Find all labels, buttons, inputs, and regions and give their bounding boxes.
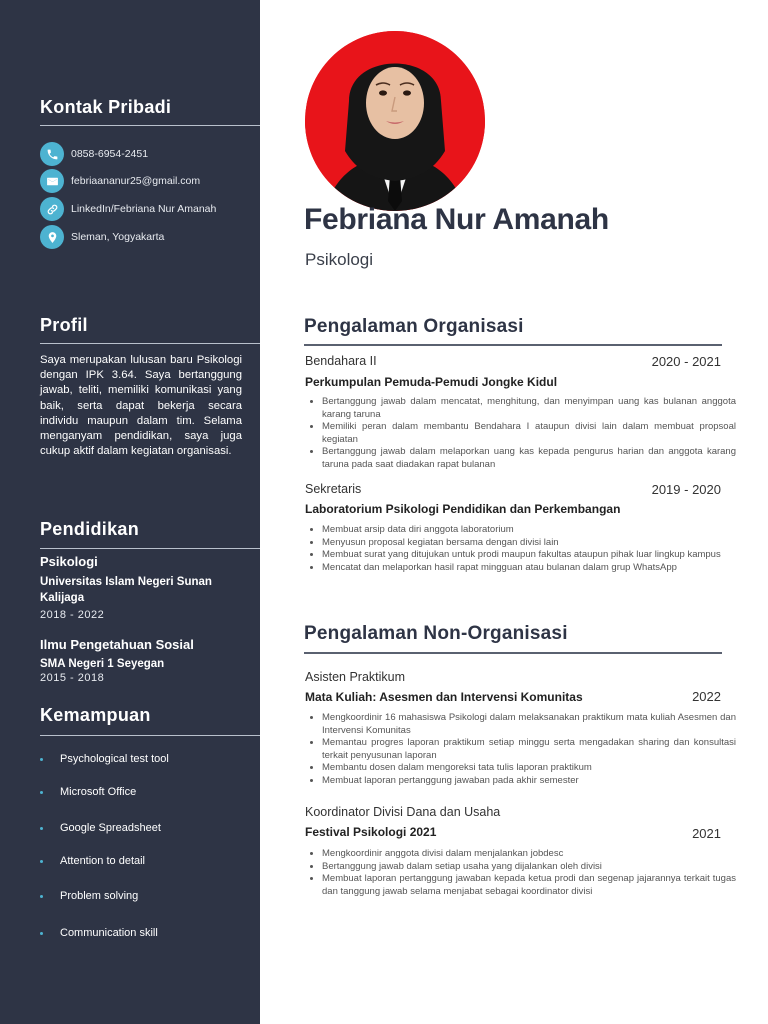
experience-period: 2020 - 2021 <box>651 354 721 369</box>
contact-phone <box>40 142 221 166</box>
bullet-item: • Mengkoordinir 16 mahasiswa Psikologi dalam melaksanakan praktikum mata kuliah Asesmen dan Intervensi Komunitas <box>322 712 736 737</box>
link-icon <box>40 197 64 221</box>
bullet-dot-icon <box>40 932 43 935</box>
skill-item <box>40 927 158 939</box>
bullet-dot-icon <box>40 895 43 898</box>
education-major: Psikologi <box>40 554 98 569</box>
experience-role: Asisten Praktikum <box>305 670 406 684</box>
education-heading: Pendidikan <box>40 519 140 539</box>
phone-text: 0858-6954-2451 <box>71 147 149 160</box>
experience-role: Koordinator Divisi Dana dan Usaha <box>305 805 501 819</box>
contact-divider <box>40 125 260 126</box>
education-school: SMA Negeri 1 Seyegan <box>40 658 165 670</box>
contact-heading: Kontak Pribadi <box>40 97 172 117</box>
skill-item <box>40 855 145 867</box>
skills-heading: Kemampuan <box>40 705 151 725</box>
bullet-dot-icon <box>40 791 43 794</box>
bullet-dot-icon <box>40 758 43 761</box>
skill-item <box>40 753 169 765</box>
bullet-dot-icon <box>40 827 43 830</box>
org-experience-heading: Pengalaman Organisasi <box>304 316 524 337</box>
location-pin-icon <box>40 225 64 249</box>
bullet-item: • Bertanggung jawab dalam setiap usaha yang dijalankan oleh divisi <box>322 861 736 874</box>
skill-label: Attention to detail <box>60 855 146 867</box>
contact-email <box>40 169 221 193</box>
skill-label: Microsoft Office <box>60 786 137 798</box>
profile-divider <box>40 343 260 344</box>
location-text: Sleman, Yogyakarta <box>71 230 165 243</box>
org-experience-divider <box>304 344 722 346</box>
bullet-item: • Mencatat dan melaporkan hasil rapat mingguan atau bulanan dalam grup WhatsApp <box>322 562 736 575</box>
bullet-item: • Membuat arsip data diri anggota laboratorium <box>322 524 736 537</box>
skill-item <box>40 822 161 834</box>
nonorg-experience-divider <box>304 652 722 654</box>
phone-icon <box>40 142 64 166</box>
contact-location <box>40 225 221 249</box>
mail-icon <box>40 169 64 193</box>
experience-period: 2021 <box>692 826 721 841</box>
experience-bullet-list <box>308 848 736 898</box>
bullet-item: • Memiliki peran dalam membantu Bendahara I ataupun divisi lain dalam membuat propsoal kegiatan <box>322 421 736 446</box>
skill-label: Communication skill <box>60 927 158 939</box>
experience-bullet-list <box>308 524 736 574</box>
education-years: 2018 - 2022 <box>40 609 105 621</box>
bullet-item: • Membantu dosen dalam mengoreksi tata tulis laporan praktikum <box>322 762 736 775</box>
experience-role: Bendahara II <box>305 354 377 368</box>
experience-period: 2019 - 2020 <box>651 482 721 497</box>
skill-label: Psychological test tool <box>60 753 169 765</box>
bullet-item: • Membuat laporan pertanggung jawaban pada akhir semester <box>322 775 736 788</box>
bullet-dot-icon <box>40 860 43 863</box>
education-major: Ilmu Pengetahuan Sosial <box>40 637 194 652</box>
experience-role: Sekretaris <box>305 482 362 496</box>
bullet-item: • Bertanggung jawab dalam melaporkan uang kas kepada pengurus harian dan anggota karang taruna pada saat diadakan rapat bulanan <box>322 446 736 471</box>
experience-organization: Perkumpulan Pemuda-Pemudi Jongke Kidul <box>305 375 558 389</box>
nonorg-experience-heading: Pengalaman Non-Organisasi <box>304 623 568 644</box>
bullet-item: • Membuat surat yang ditujukan untuk prodi maupun fakultas ataupun pihak luar lingkup kampus <box>322 549 736 562</box>
candidate-name: Febriana Nur Amanah <box>304 203 609 236</box>
experience-period: 2022 <box>692 689 721 704</box>
education-divider <box>40 548 260 549</box>
experience-organization: Festival Psikologi 2021 <box>305 825 437 839</box>
skill-label: Google Spreadsheet <box>60 822 161 834</box>
bullet-item: • Bertanggung jawab dalam mencatat, menghitung, dan menyimpan uang kas bulanan anggota karang taruna <box>322 396 736 421</box>
sidebar <box>0 0 260 1024</box>
experience-organization: Mata Kuliah: Asesmen dan Intervensi Komunitas <box>305 690 583 704</box>
bullet-item: • Menyusun proposal kegiatan bersama dengan divisi lain <box>322 537 736 550</box>
profile-heading: Profil <box>40 315 88 335</box>
portrait-illustration <box>305 31 485 211</box>
contact-linkedin <box>40 197 221 221</box>
bullet-item: • Memantau progres laporan praktikum setiap minggu serta mengadakan sharing dan konsultasi terkait penyusunan laporan <box>322 737 736 762</box>
skills-divider <box>40 735 260 736</box>
email-text: febriaananur25@gmail.com <box>71 174 201 187</box>
profile-text: Saya merupakan lulusan baru Psikologi dengan IPK 3.64. Saya bertanggung jawab, teliti, memiliki komunikasi yang baik, serta dapat bekerja secara individu maupun dalam tim. Selama menganyam pendidikan, saya juga cukup aktif dalam kegiatan organisasi. <box>40 354 242 458</box>
skill-label: Problem solving <box>60 890 139 902</box>
experience-bullet-list <box>308 712 736 787</box>
experience-organization: Laboratorium Psikologi Pendidikan dan Perkembangan <box>305 502 621 516</box>
bullet-item: • Membuat laporan pertanggung jawaban kepada ketua prodi dan segenap jajarannya terkait tugas dan tanggung jawab selama menjabat sebagai koordinator divisi <box>322 873 736 898</box>
skill-item <box>40 890 138 902</box>
education-school: Universitas Islam Negeri Sunan Kalijaga <box>40 576 212 604</box>
bullet-item: • Mengkoordinir anggota divisi dalam menjalankan jobdesc <box>322 848 736 861</box>
education-years: 2015 - 2018 <box>40 672 105 684</box>
skill-item <box>40 786 136 798</box>
candidate-title: Psikologi <box>305 250 374 269</box>
experience-bullet-list <box>308 396 736 471</box>
profile-photo <box>305 31 485 211</box>
linkedin-text: LinkedIn/Febriana Nur Amanah <box>71 202 217 215</box>
